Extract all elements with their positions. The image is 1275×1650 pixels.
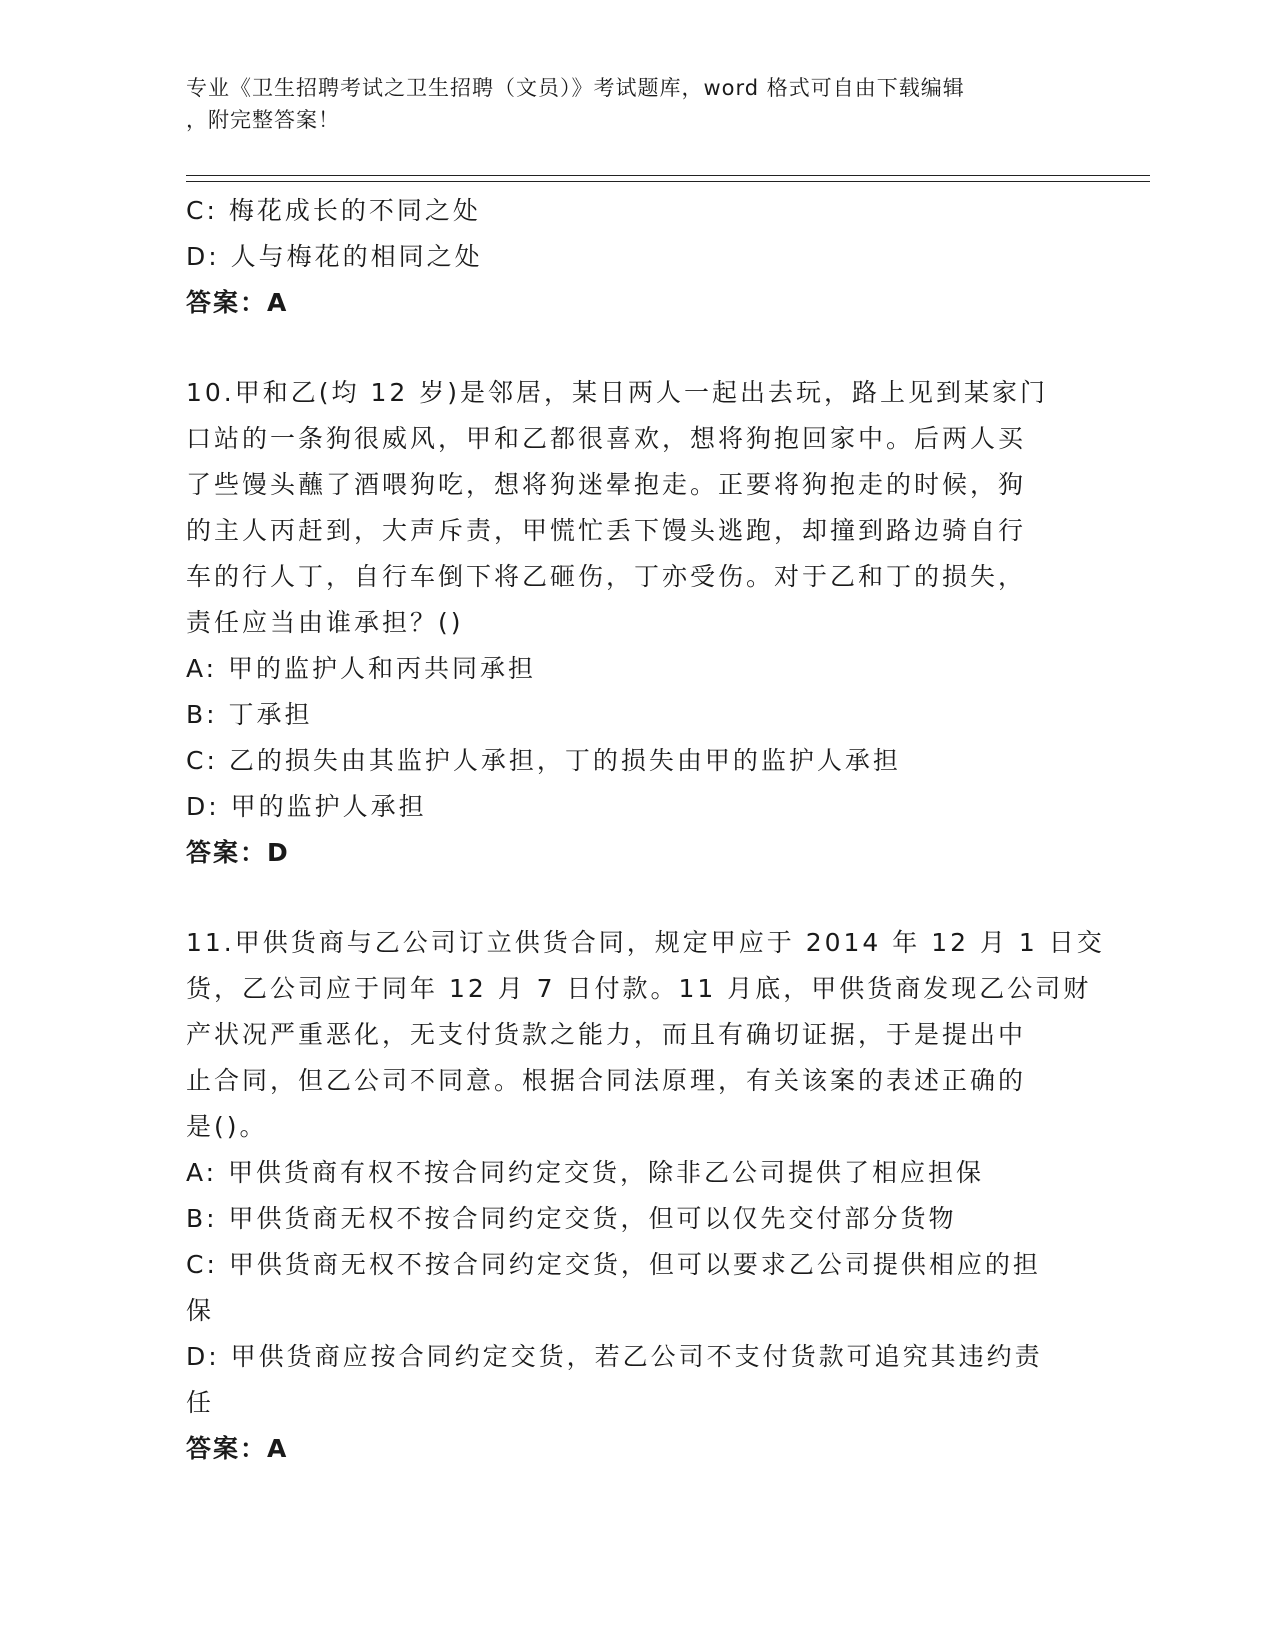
option-d: D: 甲的监护人承担 bbox=[186, 792, 427, 821]
option-c-continued: 保 bbox=[186, 1296, 215, 1325]
question-stem-line: 了些馒头蘸了酒喂狗吃，想将狗迷晕抱走。正要将狗抱走的时候，狗 bbox=[186, 470, 1027, 499]
question-stem-line: 责任应当由谁承担？() bbox=[186, 608, 464, 637]
option-a: A: 甲供货商有权不按合同约定交货，除非乙公司提供了相应担保 bbox=[186, 1158, 985, 1187]
question-stem-line: 止合同，但乙公司不同意。根据合同法原理，有关该案的表述正确的 bbox=[186, 1066, 1027, 1095]
spacer bbox=[186, 326, 1086, 370]
option-c: C: 乙的损失由其监护人承担，丁的损失由甲的监护人承担 bbox=[186, 746, 901, 775]
option-d-continued: 任 bbox=[186, 1388, 215, 1417]
question-stem-line: 产状况严重恶化，无支付货款之能力，而且有确切证据，于是提出中 bbox=[186, 1020, 1027, 1049]
question-11 bbox=[186, 920, 1105, 1472]
answer: 答案：A bbox=[186, 288, 289, 317]
question-stem-line: 货，乙公司应于同年 12 月 7 日付款。11 月底，甲供货商发现乙公司财 bbox=[186, 974, 1092, 1003]
header-line-1: 专业《卫生招聘考试之卫生招聘（文员）》考试题库，word 格式可自由下载编辑 bbox=[186, 76, 965, 100]
option-c: C: 梅花成长的不同之处 bbox=[186, 196, 481, 225]
option-b: B: 丁承担 bbox=[186, 700, 313, 729]
header-line-2: ，附完整答案！ bbox=[186, 108, 340, 132]
option-b: B: 甲供货商无权不按合同约定交货，但可以仅先交付部分货物 bbox=[186, 1204, 957, 1233]
option-d: D: 甲供货商应按合同约定交货，若乙公司不支付货款可追究其违约责 bbox=[186, 1342, 1043, 1371]
question-stem-line: 车的行人丁，自行车倒下将乙砸伤，丁亦受伤。对于乙和丁的损失， bbox=[186, 562, 1027, 591]
spacer bbox=[186, 876, 1086, 920]
question-stem-line: 口站的一条狗很威风，甲和乙都很喜欢，想将狗抱回家中。后两人买 bbox=[186, 424, 1027, 453]
question-stem-line: 的主人丙赶到，大声斥责，甲慌忙丢下馒头逃跑，却撞到路边骑自行 bbox=[186, 516, 1027, 545]
header-rule-top bbox=[186, 175, 1150, 176]
header-rule-bottom bbox=[186, 181, 1150, 182]
answer: 答案：D bbox=[186, 838, 290, 867]
question-stem-line: 11.甲供货商与乙公司订立供货合同，规定甲应于 2014 年 12 月 1 日交 bbox=[186, 928, 1105, 957]
question-10 bbox=[186, 370, 1086, 876]
option-a: A: 甲的监护人和丙共同承担 bbox=[186, 654, 537, 683]
document-body bbox=[186, 188, 1105, 1472]
answer: 答案：A bbox=[186, 1434, 289, 1463]
question-stem-line: 是()。 bbox=[186, 1112, 268, 1141]
question-9-tail bbox=[186, 188, 1086, 326]
option-c: C: 甲供货商无权不按合同约定交货，但可以要求乙公司提供相应的担 bbox=[186, 1250, 1041, 1279]
question-stem-line: 10.甲和乙(均 12 岁)是邻居，某日两人一起出去玩，路上见到某家门 bbox=[186, 378, 1048, 407]
page-header bbox=[186, 72, 1066, 136]
option-d: D: 人与梅花的相同之处 bbox=[186, 242, 483, 271]
